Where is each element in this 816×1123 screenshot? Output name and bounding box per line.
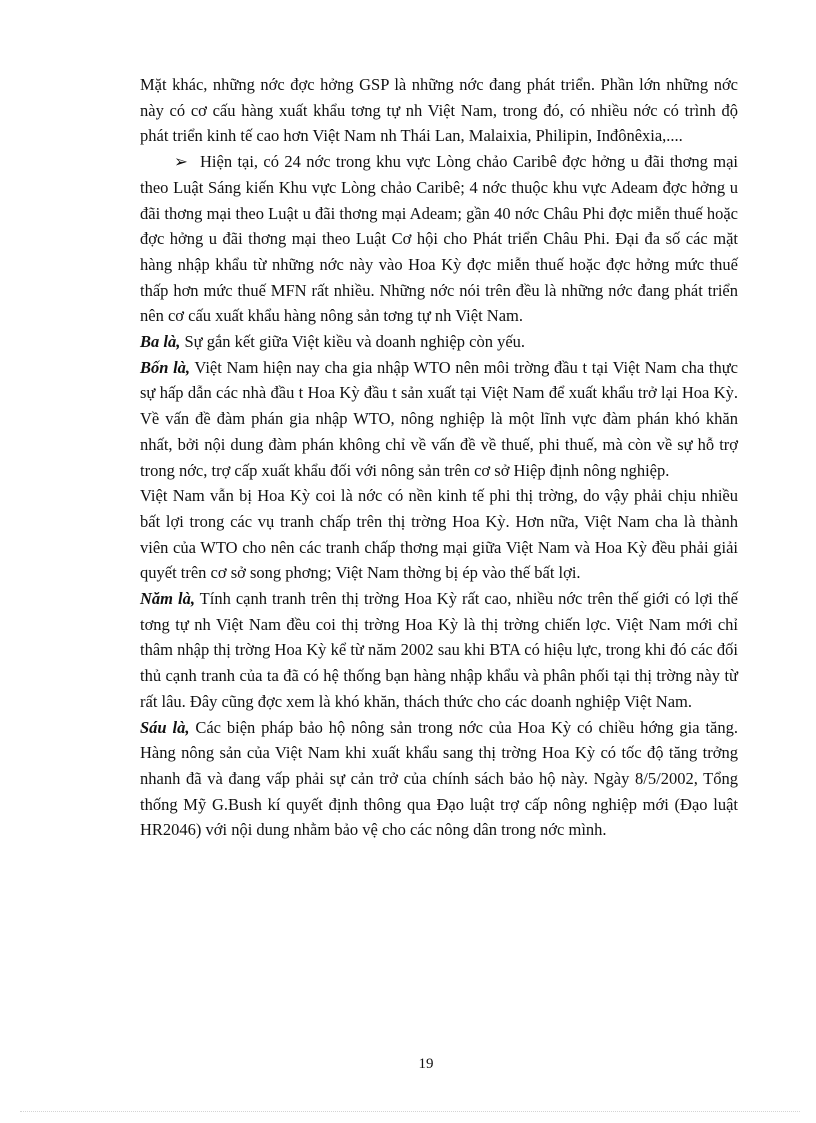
page-number: 19	[418, 1056, 434, 1072]
paragraph-ba-la: Ba là, Sự gắn kết giữa Việt kiều và doanh nghiệp còn yếu.	[140, 332, 526, 352]
paragraph-gsp: Mặt khác, những nớc đợc hởng GSP là những nớc đang phát triển. Phần lớn những nớc này có cơ cấu hàng xuất khẩu tơng tự nh Việt Nam, trong đó, có nhiều nớc có trình độ phát triển kinh tế cao hơn Việt Nam nh Thái Lan, Malaixia, Philipin, Inđônêxia,....	[140, 75, 738, 146]
paragraph-sau-la: Sáu là, Các biện pháp bảo hộ nông sản trong nớc của Hoa Kỳ có chiều hớng gia tăng. Hàng nông sản của Việt Nam khi xuất khẩu sang thị trờng Hoa Kỳ có tốc độ tăng trởng nhanh đã và đang vấp phải sự cản trở của chính sách bảo hộ này. Ngày 8/5/2002, Tổng thống Mỹ G.Bush kí quyết định thông qua Đạo luật trợ cấp nông nghiệp mới (Đạo luật HR2046) với nội dung nhằm bảo vệ cho các nông dân trong nớc mình.	[140, 717, 739, 840]
lead-bon-la: Bốn là,	[140, 357, 191, 377]
paragraph-nam-la: Năm là, Tính cạnh tranh trên thị trờng Hoa Kỳ rất cao, nhiều nớc trên thế giới có lợi thế tơng tự nh Việt Nam đều coi thị trờng Hoa Kỳ là thị trờng chiến lợc. Việt Nam mới chỉ thâm nhập thị trờng Hoa Kỳ kể từ năm 2002 sau khi BTA có hiệu lực, trong khi đó các đối thủ cạnh tranh của ta đã có hệ thống bạn hàng nhập khẩu và phân phối tại thị trờng này từ rất lâu. Đây cũng đợc xem là khó khăn, thách thức cho các doanh nghiệp Việt Nam.	[140, 589, 738, 711]
lead-sau-la: Sáu là,	[140, 717, 190, 737]
paragraph-bon-la: Bốn là, Việt Nam hiện nay cha gia nhập WTO nên môi trờng đầu t tại Việt Nam cha thực sự hấp dẫn các nhà đầu t Hoa Kỳ đầu t sản xuất tại Việt Nam để xuất khẩu trở lại Hoa Kỳ. Về vấn đề đàm phán gia nhập WTO, nông nghiệp là một lĩnh vực đàm phán khó khăn nhất, bởi nội dung đàm phán không chỉ về vấn đề về thuế, phi thuế, mà còn về sự hỗ trợ trong nớc, trợ cấp xuất khẩu đối với nông sản trên cơ sở Hiệp định nông nghiệp.	[140, 357, 738, 480]
lead-nam-la: Năm là,	[140, 589, 195, 609]
document-body	[140, 72, 738, 843]
arrowhead-bullet-icon: ➢	[174, 152, 188, 172]
paragraph-bullet-preferences: ➢ Hiện tại, có 24 nớc trong khu vực Lòng chảo Caribê đợc hởng u đãi thơng mại theo Luật Sáng kiến Khu vực Lòng chảo Caribê; 4 nớc thuộc khu vực Adeam đợc hởng u đãi thơng mại theo Luật u đãi thơng mại Adeam; gần 40 nớc Châu Phi đợc miễn thuế hoặc đợc hởng u đãi thơng mại theo Luật Cơ hội cho Phát triển Châu Phi. Đại đa số các mặt hàng nhập khẩu từ những nớc này vào Hoa Kỳ đợc miễn thuế hoặc đợc hởng mức thuế thấp hơn mức thuế MFN rất nhiều. Những nớc nói trên đều là những nớc đang phát triển nên cơ cấu xuất khẩu hàng nông sản tơng tự nh Việt Nam.	[140, 149, 738, 329]
lead-ba-la: Ba là,	[140, 332, 181, 352]
paragraph-market-economy: Việt Nam vẫn bị Hoa Kỳ coi là nớc có nền kinh tế phi thị trờng, do vậy phải chịu nhiều bất lợi trong các vụ tranh chấp trên thị trờng Hoa Kỳ. Hơn nữa, Việt Nam cha là thành viên của WTO cho nên các tranh chấp thơng mại giữa Việt Nam và Hoa Kỳ đều phải giải quyết trên cơ sở song phơng; Việt Nam thờng bị ép vào thế bất lợi.	[140, 486, 738, 583]
page-bottom-divider	[20, 1111, 800, 1112]
